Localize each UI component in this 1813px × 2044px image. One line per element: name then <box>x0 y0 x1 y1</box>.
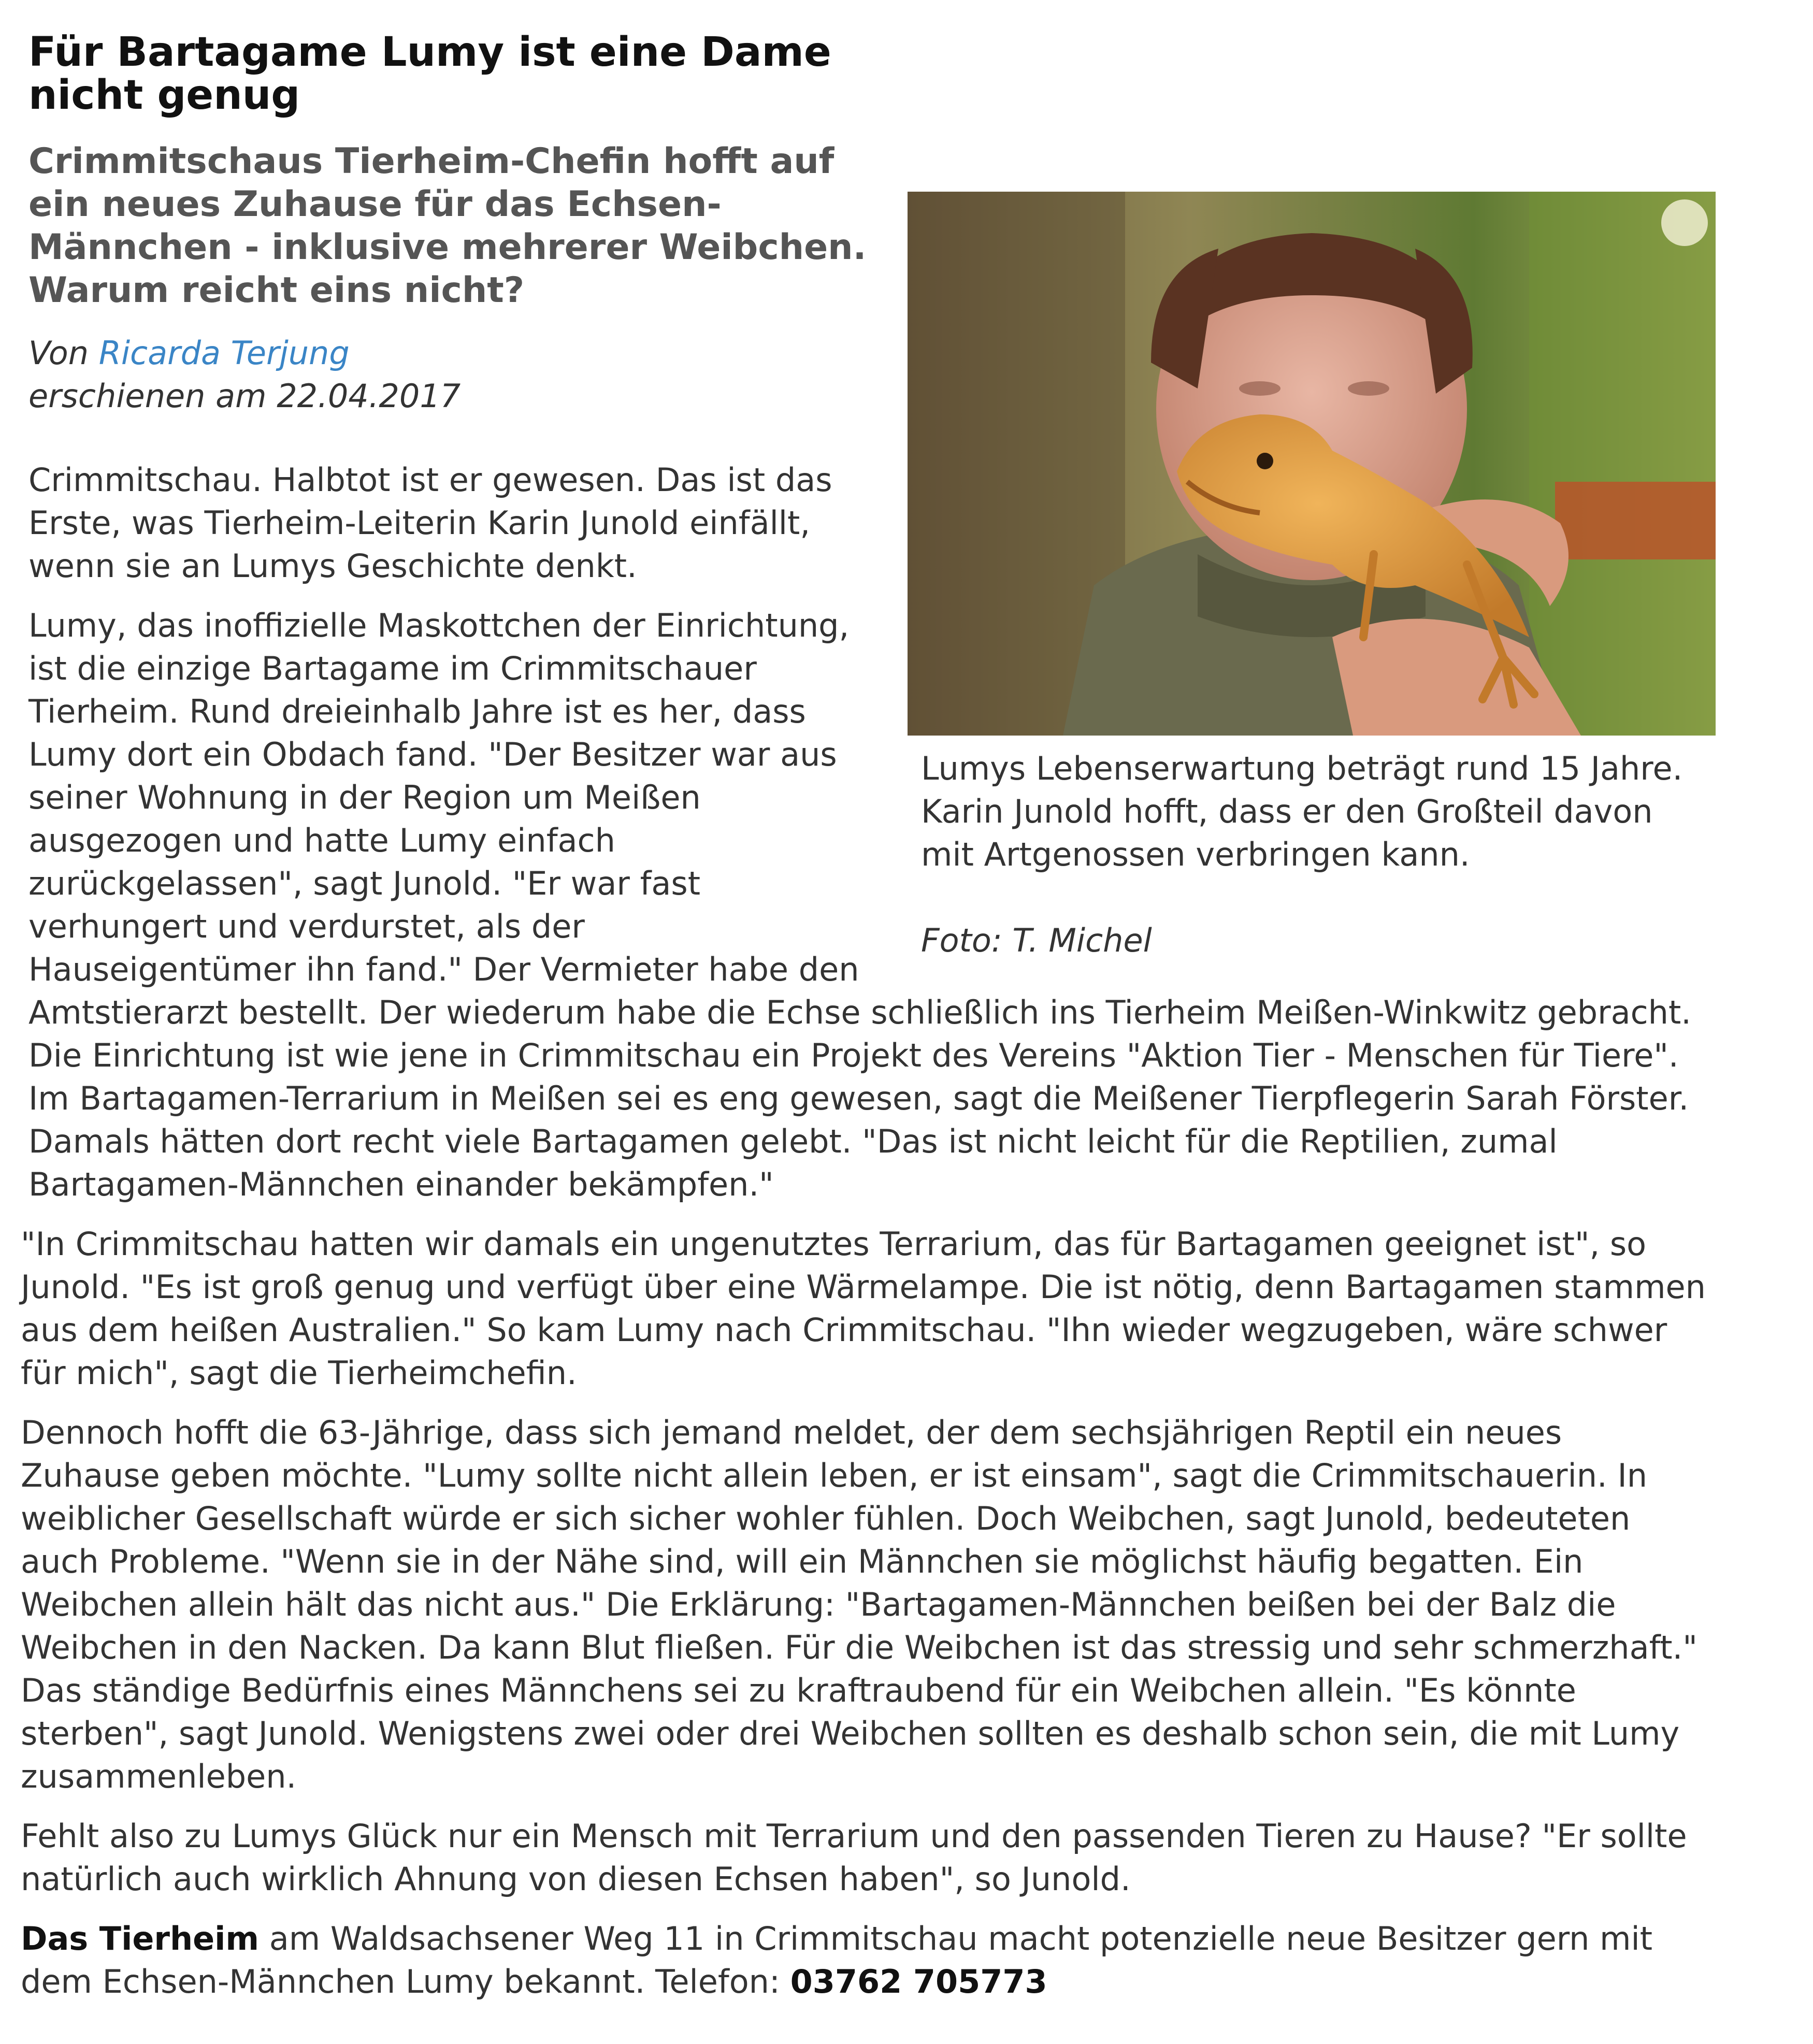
article-body <box>21 458 1709 2020</box>
paragraph-contact <box>21 1917 1709 2003</box>
contact-label: Das Tierheim <box>21 1920 260 1957</box>
paragraph-5: Fehlt also zu Lumys Glück nur ein Mensch mit Terrarium und den passenden Tieren zu Hause? "Er sollte natürlich auch wirklich Ahnung von diesen Echsen haben", so Junold. <box>21 1817 1687 1898</box>
paragraph-intro: Crimmitschau. Halbtot ist er gewesen. Das ist das Erste, was Tierheim-Leiterin Karin Junold einfällt, wenn sie an Lumys Geschichte denkt. <box>28 461 832 585</box>
paragraph-2: Lumy, das inoffizielle Maskottchen der Einrichtung, ist die einzige Bartagame im Crimmitschauer Tierheim. Rund dreieinhalb Jahre ist es her, dass Lumy dort ein Obdach fand. "Der Besitzer war aus seiner Wohnung in der Region um Meißen ausgezogen und hatte Lumy einfach zurückgelassen", sagt Junold. "Er war fast verhungert und verdurstet, als der Hauseigentümer ihn fand." Der Vermieter habe den Amtstierarzt bestellt. Der wiederum habe die Echse schließlich ins Tierheim Meißen-Winkwitz gebracht. Die Einrichtung ist wie jene in Crimmitschau ein Projekt des Vereins "Aktion Tier - Menschen für Tiere". Im Bartagamen-Terrarium in Meißen sei es eng gewesen, sagt die Meißener Tierpflegerin Sarah Förster. Damals hätten dort recht viele Bartagamen gelebt. "Das ist nicht leicht für die Reptilien, zumal Bartagamen-Männchen einander bekämpfen." <box>28 607 1691 1203</box>
photo-caption: Lumys Lebenserwartung beträgt rund 15 Jahre. Karin Junold hofft, dass er den Großteil davon mit Artgenossen verbringen kann. <box>921 750 1683 873</box>
publish-date: erschienen am 22.04.2017 <box>28 377 461 415</box>
contact-text: am Waldsachsener Weg 11 in Crimmitschau macht potenzielle neue Besitzer gern mit dem Echsen-Männchen Lumy bekannt. Telefon: <box>21 1920 1653 2000</box>
phone-number[interactable]: 03762 705773 <box>790 1963 1047 2000</box>
article-headline: Für Bartagame Lumy ist eine Dame nicht genug <box>28 29 831 119</box>
paragraph-4: Dennoch hofft die 63-Jährige, dass sich jemand meldet, der dem sechsjährigen Reptil ein neues Zuhause geben möchte. "Lumy sollte nicht allein leben, er ist einsam", sagt die Crimmitschauerin. In weiblicher Gesellschaft würde er sich sicher wohler fühlen. Doch Weibchen, sagt Junold, bedeuteten auch Probleme. "Wenn sie in der Nähe sind, will ein Männchen sie möglichst häufig begatten. Ein Weibchen allein hält das nicht aus." Die Erklärung: "Bartagamen-Männchen beißen bei der Balz die Weibchen in den Nacken. Da kann Blut fließen. Für die Weibchen ist das stressig und sehr schmerzhaft." Das ständige Bedürfnis eines Männchens sei zu kraftraubend für ein Weibchen allein. "Es könnte sterben", sagt Junold. Wenigstens zwei oder drei Weibchen sollten es deshalb schon sein, die mit Lumy zusammenleben. <box>21 1414 1697 1795</box>
byline-prefix: Von <box>28 334 89 372</box>
photo-credit: Foto: T. Michel <box>921 922 1152 959</box>
figure-float-spacer <box>860 458 1709 969</box>
byline <box>28 332 857 418</box>
author-line <box>28 332 857 375</box>
author-link[interactable]: Ricarda Terjung <box>98 334 350 372</box>
article-subheadline: Crimmitschaus Tierheim-Chefin hofft auf ein neues Zuhause für das Echsen-Männchen - inklusive mehrerer Weibchen. Warum reicht eins nicht? <box>28 141 867 311</box>
paragraph-3: "In Crimmitschau hatten wir damals ein ungenutztes Terrarium, das für Bartagamen geeignet ist", so Junold. "Es ist groß genug und verfügt über eine Wärmelampe. Die ist nötig, denn Bartagamen stammen aus dem heißen Australien." So kam Lumy nach Crimmitschau. "Ihn wieder wegzugeben, wäre schwer für mich", sagt die Tierheimchefin. <box>21 1225 1706 1392</box>
